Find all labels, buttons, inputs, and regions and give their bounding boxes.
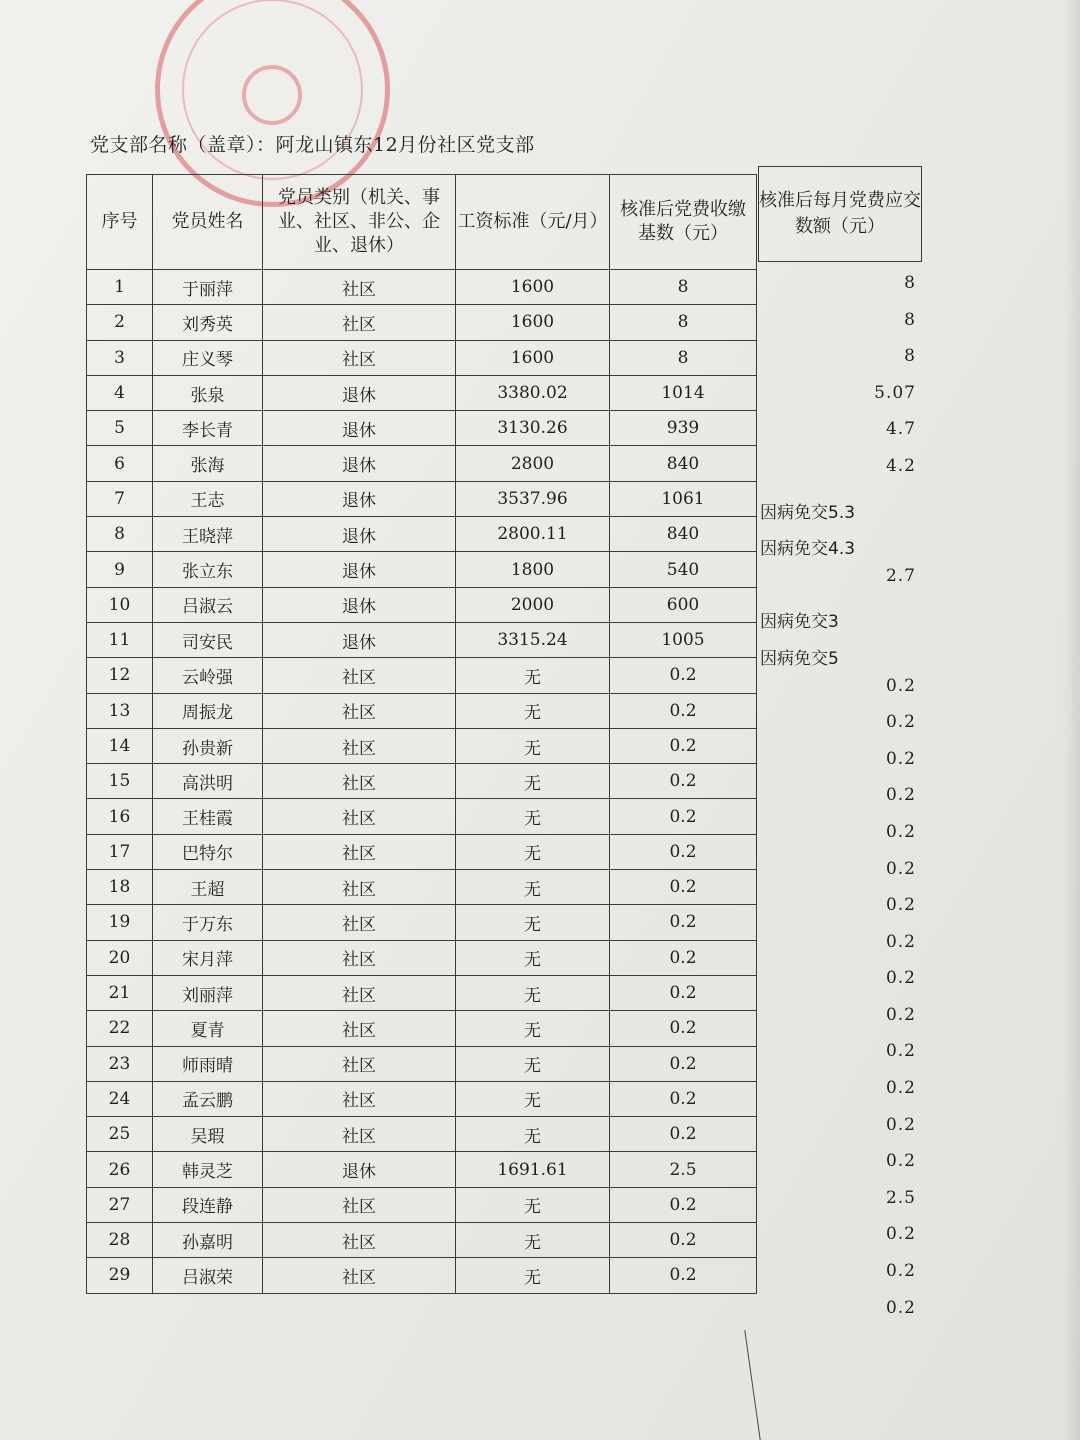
exemption-note: 因病免交3 [760, 612, 839, 633]
due-cell [760, 450, 920, 487]
cell-wage: 无 [456, 1011, 610, 1046]
cell-name: 高洪明 [153, 764, 263, 799]
due-value: 0.2 [885, 1114, 916, 1135]
cell-wage: 无 [456, 870, 610, 905]
cell-type: 社区 [263, 940, 456, 975]
due-cell [760, 340, 920, 377]
due-cell [760, 816, 920, 853]
cell-seq: 1 [87, 270, 153, 305]
due-value: 0.2 [885, 1004, 916, 1025]
due-cell [760, 1182, 920, 1219]
cell-type: 退休 [263, 446, 456, 481]
cell-seq: 5 [87, 411, 153, 446]
table-row [87, 799, 757, 834]
due-value: 4.7 [885, 419, 916, 440]
cell-base: 540 [610, 552, 757, 587]
cell-base: 0.2 [610, 728, 757, 763]
cell-seq: 10 [87, 587, 153, 622]
due-cell [760, 413, 920, 450]
cell-wage: 无 [456, 1046, 610, 1081]
table-row [87, 728, 757, 763]
cell-name: 于丽萍 [153, 270, 263, 305]
cell-base: 8 [610, 270, 757, 305]
due-cell [760, 267, 920, 304]
due-value: 0.2 [885, 712, 916, 733]
cell-base: 840 [610, 446, 757, 481]
cell-seq: 7 [87, 481, 153, 516]
cell-base: 840 [610, 517, 757, 552]
cell-seq: 12 [87, 658, 153, 693]
cell-type: 退休 [263, 481, 456, 516]
table-row [87, 587, 757, 622]
cell-wage: 2800.11 [456, 517, 610, 552]
table-row [87, 905, 757, 940]
cell-name: 王超 [153, 870, 263, 905]
cell-wage: 无 [456, 834, 610, 869]
due-value: 2.5 [885, 1187, 916, 1208]
cell-wage: 无 [456, 975, 610, 1010]
cell-seq: 9 [87, 552, 153, 587]
cell-name: 师雨晴 [153, 1046, 263, 1081]
table-body [87, 270, 757, 1294]
cell-name: 孟云鹏 [153, 1081, 263, 1116]
due-cell [760, 999, 920, 1036]
cell-base: 0.2 [610, 1117, 757, 1152]
cell-seq: 22 [87, 1011, 153, 1046]
cell-type: 退休 [263, 622, 456, 657]
cell-type: 社区 [263, 728, 456, 763]
cell-type: 社区 [263, 1258, 456, 1293]
cell-seq: 11 [87, 622, 153, 657]
due-cell [760, 596, 920, 633]
due-value: 0.2 [885, 931, 916, 952]
cell-name: 庄义琴 [153, 340, 263, 375]
due-cell [760, 560, 920, 597]
due-cell [760, 926, 920, 963]
cell-wage: 无 [456, 799, 610, 834]
cell-base: 1014 [610, 375, 757, 410]
cell-name: 张立东 [153, 552, 263, 587]
cell-type: 社区 [263, 1223, 456, 1258]
table-row [87, 693, 757, 728]
cell-seq: 6 [87, 446, 153, 481]
cell-base: 2.5 [610, 1152, 757, 1187]
table-row [87, 305, 757, 340]
due-cell [760, 1145, 920, 1182]
cell-name: 巴特尔 [153, 834, 263, 869]
party-fee-table [86, 174, 757, 1294]
cell-wage: 2000 [456, 587, 610, 622]
cell-base: 0.2 [610, 1223, 757, 1258]
cell-wage: 1600 [456, 340, 610, 375]
cell-seq: 8 [87, 517, 153, 552]
cell-wage: 1800 [456, 552, 610, 587]
cell-base: 0.2 [610, 905, 757, 940]
cell-name: 张泉 [153, 375, 263, 410]
page-edge-shadow [1062, 0, 1080, 1440]
cell-wage: 2800 [456, 446, 610, 481]
cell-seq: 23 [87, 1046, 153, 1081]
cell-wage: 无 [456, 693, 610, 728]
cell-seq: 3 [87, 340, 153, 375]
cell-type: 退休 [263, 1152, 456, 1187]
cell-seq: 18 [87, 870, 153, 905]
table-row [87, 975, 757, 1010]
cell-base: 0.2 [610, 1187, 757, 1222]
cell-wage: 无 [456, 1223, 610, 1258]
cell-base: 0.2 [610, 940, 757, 975]
cell-type: 退休 [263, 552, 456, 587]
cell-type: 社区 [263, 799, 456, 834]
cell-name: 云岭强 [153, 658, 263, 693]
cell-wage: 无 [456, 658, 610, 693]
due-value: 0.2 [885, 1041, 916, 1062]
cell-base: 939 [610, 411, 757, 446]
due-cell [760, 889, 920, 926]
cell-base: 0.2 [610, 799, 757, 834]
cell-name: 王桂霞 [153, 799, 263, 834]
cell-type: 社区 [263, 270, 456, 305]
cell-seq: 4 [87, 375, 153, 410]
due-cell [760, 853, 920, 890]
exemption-note: 因病免交4.3 [760, 539, 856, 560]
due-cell [760, 487, 920, 524]
cell-wage: 无 [456, 1187, 610, 1222]
due-cell [760, 304, 920, 341]
table-row [87, 411, 757, 446]
cell-type: 社区 [263, 693, 456, 728]
due-cell [760, 1255, 920, 1292]
header-due: 核准后每月党费应交数额（元） [758, 166, 922, 262]
due-value: 5.07 [874, 382, 916, 403]
cell-type: 退休 [263, 375, 456, 410]
due-value: 0.2 [885, 895, 916, 916]
due-value: 0.2 [885, 748, 916, 769]
table-row [87, 834, 757, 869]
table-row [87, 870, 757, 905]
due-cell [760, 743, 920, 780]
cell-name: 吴瑕 [153, 1117, 263, 1152]
cell-wage: 3380.02 [456, 375, 610, 410]
due-value: 0.2 [885, 1297, 916, 1318]
cell-name: 于万东 [153, 905, 263, 940]
cell-seq: 28 [87, 1223, 153, 1258]
cell-type: 社区 [263, 834, 456, 869]
cell-type: 退休 [263, 587, 456, 622]
cell-base: 1061 [610, 481, 757, 516]
cell-base: 0.2 [610, 1081, 757, 1116]
cell-seq: 17 [87, 834, 153, 869]
cell-wage: 1600 [456, 270, 610, 305]
cell-base: 0.2 [610, 658, 757, 693]
cell-type: 社区 [263, 305, 456, 340]
cell-base: 8 [610, 340, 757, 375]
due-value: 2.7 [885, 565, 916, 586]
table-row [87, 1152, 757, 1187]
cell-type: 社区 [263, 1187, 456, 1222]
due-value: 8 [904, 273, 916, 293]
cell-type: 社区 [263, 764, 456, 799]
due-cell [760, 377, 920, 414]
cell-base: 0.2 [610, 693, 757, 728]
due-value: 0.2 [885, 1224, 916, 1245]
exemption-note: 因病免交5.3 [760, 502, 856, 523]
table-row [87, 622, 757, 657]
due-cell [760, 633, 920, 670]
cell-wage: 无 [456, 728, 610, 763]
cell-name: 司安民 [153, 622, 263, 657]
due-value: 0.2 [885, 858, 916, 879]
cell-base: 0.2 [610, 834, 757, 869]
cell-wage: 3130.26 [456, 411, 610, 446]
cell-type: 社区 [263, 1081, 456, 1116]
cell-seq: 2 [87, 305, 153, 340]
table-row [87, 517, 757, 552]
cell-wage: 无 [456, 905, 610, 940]
cell-wage: 无 [456, 1117, 610, 1152]
cell-name: 孙贵新 [153, 728, 263, 763]
due-cell [760, 1035, 920, 1072]
cell-type: 社区 [263, 905, 456, 940]
cell-type: 退休 [263, 411, 456, 446]
cell-base: 8 [610, 305, 757, 340]
due-cell [760, 1218, 920, 1255]
cell-base: 1005 [610, 622, 757, 657]
cell-seq: 14 [87, 728, 153, 763]
cell-name: 孙嘉明 [153, 1223, 263, 1258]
cell-name: 夏青 [153, 1011, 263, 1046]
cell-seq: 24 [87, 1081, 153, 1116]
cell-seq: 29 [87, 1258, 153, 1293]
table-row [87, 658, 757, 693]
cell-wage: 无 [456, 764, 610, 799]
cell-name: 李长青 [153, 411, 263, 446]
due-value: 0.2 [885, 1151, 916, 1172]
due-value: 0.2 [885, 675, 916, 696]
cell-name: 韩灵芝 [153, 1152, 263, 1187]
cell-wage: 3315.24 [456, 622, 610, 657]
cell-name: 吕淑荣 [153, 1258, 263, 1293]
cell-name: 王志 [153, 481, 263, 516]
header-wage: 工资标准（元/月） [456, 175, 610, 270]
due-value: 0.2 [885, 821, 916, 842]
table-row [87, 1011, 757, 1046]
due-value: 8 [904, 309, 916, 330]
cell-seq: 25 [87, 1117, 153, 1152]
due-cell [760, 1072, 920, 1109]
branch-header: 党支部名称（盖章）：阿龙山镇东12月份社区党支部 [90, 134, 535, 156]
cell-type: 社区 [263, 658, 456, 693]
cell-type: 社区 [263, 870, 456, 905]
table-row [87, 552, 757, 587]
cell-name: 吕淑云 [153, 587, 263, 622]
cell-wage: 无 [456, 1258, 610, 1293]
cell-seq: 19 [87, 905, 153, 940]
cell-base: 0.2 [610, 975, 757, 1010]
table-row [87, 340, 757, 375]
table-row [87, 1258, 757, 1293]
due-value: 0.2 [885, 785, 916, 806]
cell-name: 刘秀英 [153, 305, 263, 340]
exemption-note: 因病免交5 [760, 648, 839, 669]
cell-wage: 1691.61 [456, 1152, 610, 1187]
cell-base: 0.2 [610, 1046, 757, 1081]
cell-seq: 15 [87, 764, 153, 799]
cell-seq: 20 [87, 940, 153, 975]
table-row [87, 940, 757, 975]
due-cell [760, 706, 920, 743]
due-value: 0.2 [885, 1078, 916, 1099]
cell-name: 张海 [153, 446, 263, 481]
due-column [760, 267, 920, 1328]
due-cell [760, 779, 920, 816]
cell-name: 周振龙 [153, 693, 263, 728]
cell-seq: 26 [87, 1152, 153, 1187]
due-cell [760, 523, 920, 560]
table-row [87, 446, 757, 481]
cell-base: 0.2 [610, 1258, 757, 1293]
header-name: 党员姓名 [153, 175, 263, 270]
cell-base: 0.2 [610, 764, 757, 799]
cell-type: 社区 [263, 1117, 456, 1152]
cell-base: 600 [610, 587, 757, 622]
cell-seq: 21 [87, 975, 153, 1010]
table-row [87, 1187, 757, 1222]
cell-base: 0.2 [610, 1011, 757, 1046]
seal-emblem-icon [242, 65, 302, 125]
cell-name: 王晓萍 [153, 517, 263, 552]
header-base: 核准后党费收缴基数（元） [610, 175, 757, 270]
table-row [87, 375, 757, 410]
cell-wage: 无 [456, 1081, 610, 1116]
cell-name: 宋月萍 [153, 940, 263, 975]
due-value: 0.2 [885, 1261, 916, 1282]
due-cell [760, 1109, 920, 1146]
cell-seq: 16 [87, 799, 153, 834]
cell-type: 社区 [263, 1011, 456, 1046]
due-value: 4.2 [885, 455, 916, 476]
cell-name: 段连静 [153, 1187, 263, 1222]
cell-base: 0.2 [610, 870, 757, 905]
table-row [87, 481, 757, 516]
due-cell [760, 670, 920, 707]
cell-wage: 3537.96 [456, 481, 610, 516]
cell-wage: 1600 [456, 305, 610, 340]
table-row [87, 270, 757, 305]
table-row [87, 764, 757, 799]
due-value: 8 [904, 346, 916, 367]
due-value: 0.2 [885, 968, 916, 989]
header-type: 党员类别（机关、事业、社区、非公、企业、退休） [263, 175, 456, 270]
cell-type: 社区 [263, 975, 456, 1010]
header-seq: 序号 [87, 175, 153, 270]
cell-seq: 27 [87, 1187, 153, 1222]
cell-type: 社区 [263, 1046, 456, 1081]
table-row [87, 1046, 757, 1081]
cell-type: 社区 [263, 340, 456, 375]
table-row [87, 1117, 757, 1152]
table-header-row [87, 175, 757, 270]
cell-type: 退休 [263, 517, 456, 552]
due-cell [760, 962, 920, 999]
table-row [87, 1081, 757, 1116]
table-row [87, 1223, 757, 1258]
cell-wage: 无 [456, 940, 610, 975]
cell-seq: 13 [87, 693, 153, 728]
due-cell [760, 1292, 920, 1329]
cell-name: 刘丽萍 [153, 975, 263, 1010]
